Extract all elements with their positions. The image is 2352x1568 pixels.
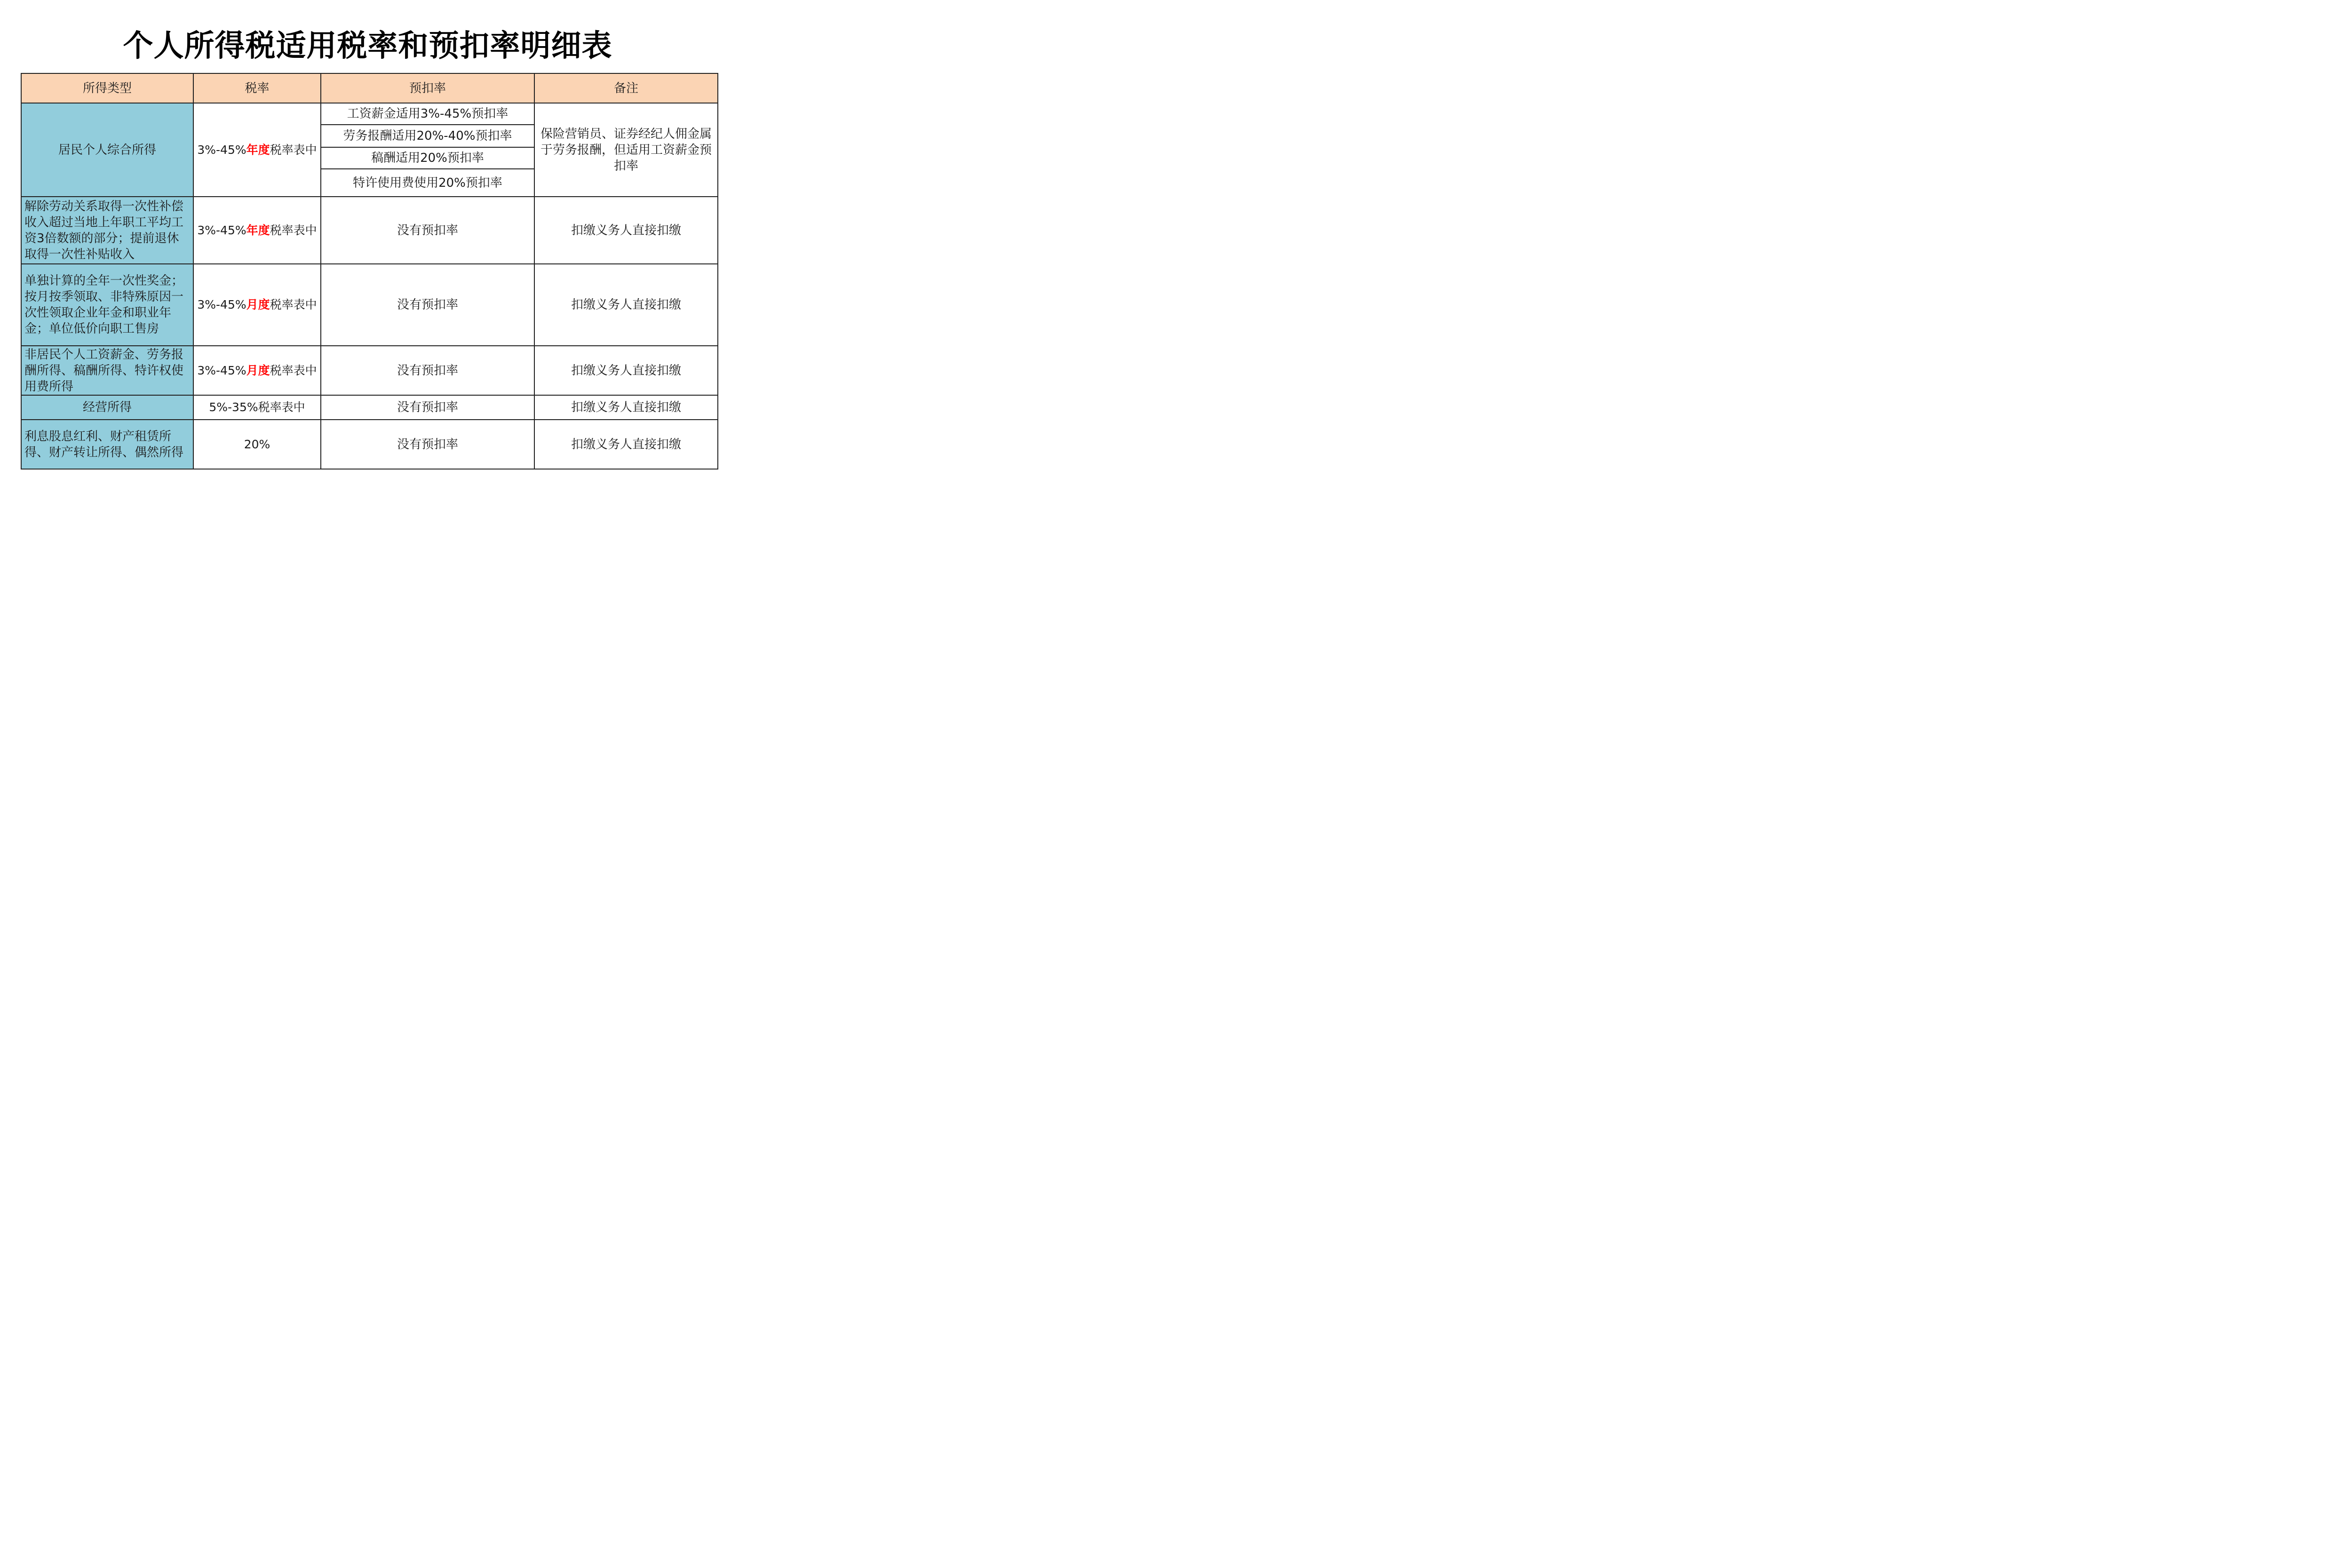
tax-rate-table [21,73,718,470]
table-row [21,264,718,346]
rate-range: 3%-45% [197,298,246,311]
header-tax-rate: 税率 [193,73,321,103]
income-type-cell: 单独计算的全年一次性奖金；按月按季领取、非特殊原因一次性领取企业年金和职业年金；单位低价向职工售房 [21,264,193,346]
rate-suffix: 税率表中 [270,298,317,311]
header-note: 备注 [534,73,718,103]
income-type-cell: 非居民个人工资薪金、劳务报酬所得、稿酬所得、特许权使用费所得 [21,346,193,395]
header-withholding-rate: 预扣率 [321,73,534,103]
rate-period-highlight: 月度 [246,363,270,377]
table-row [21,197,718,264]
table-row [21,103,718,197]
withholding-cell: 没有预扣率 [321,197,534,264]
rate-range: 3%-45% [197,363,246,377]
note-cell: 扣缴义务人直接扣缴 [534,197,718,264]
withholding-cell: 没有预扣率 [321,346,534,395]
note-cell: 扣缴义务人直接扣缴 [534,395,718,420]
page-title: 个人所得税适用税率和预扣率明细表 [123,29,612,64]
rate-suffix: 税率表中 [270,223,317,237]
tax-rate-cell [193,264,321,346]
rate-range: 3%-45% [197,143,246,157]
rate-range: 3%-45% [197,223,246,237]
tax-rate-cell [193,103,321,197]
income-type-cell: 居民个人综合所得 [21,103,193,197]
withholding-item: 劳务报酬适用20%-40%预扣率 [321,125,534,147]
header-row [21,73,718,103]
income-type-cell: 解除劳动关系取得一次性补偿收入超过当地上年职工平均工资3倍数额的部分；提前退休取得一次性补贴收入 [21,197,193,264]
withholding-subtable [321,103,534,196]
note-cell: 扣缴义务人直接扣缴 [534,346,718,395]
withholding-item: 特许使用费使用20%预扣率 [353,175,502,190]
withholding-cell: 没有预扣率 [321,395,534,420]
income-type-cell: 经营所得 [21,395,193,420]
withholding-cell [321,103,534,197]
rate-period-highlight: 年度 [246,143,270,157]
rate-suffix: 税率表中 [270,363,317,377]
withholding-item: 工资薪金适用3%-45%预扣率 [321,103,534,125]
tax-rate-cell: 20% [193,420,321,469]
table-row [21,420,718,469]
withholding-cell: 没有预扣率 [321,264,534,346]
rate-suffix: 税率表中 [270,143,317,157]
withholding-item: 稿酬适用20%预扣率 [321,147,534,169]
rate-period-highlight: 月度 [246,298,270,311]
rate-period-highlight: 年度 [246,223,270,237]
tax-rate-cell [193,346,321,395]
tax-rate-cell [193,197,321,264]
tax-rate-cell: 5%-35%税率表中 [193,395,321,420]
note-cell: 扣缴义务人直接扣缴 [534,420,718,469]
income-type-cell: 利息股息红利、财产租赁所得、财产转让所得、偶然所得 [21,420,193,469]
header-income-type: 所得类型 [21,73,193,103]
table-row [21,395,718,420]
note-cell: 保险营销员、证券经纪人佣金属于劳务报酬，但适用工资薪金预扣率 [534,103,718,197]
note-cell: 扣缴义务人直接扣缴 [534,264,718,346]
withholding-cell: 没有预扣率 [321,420,534,469]
table-row [21,346,718,395]
